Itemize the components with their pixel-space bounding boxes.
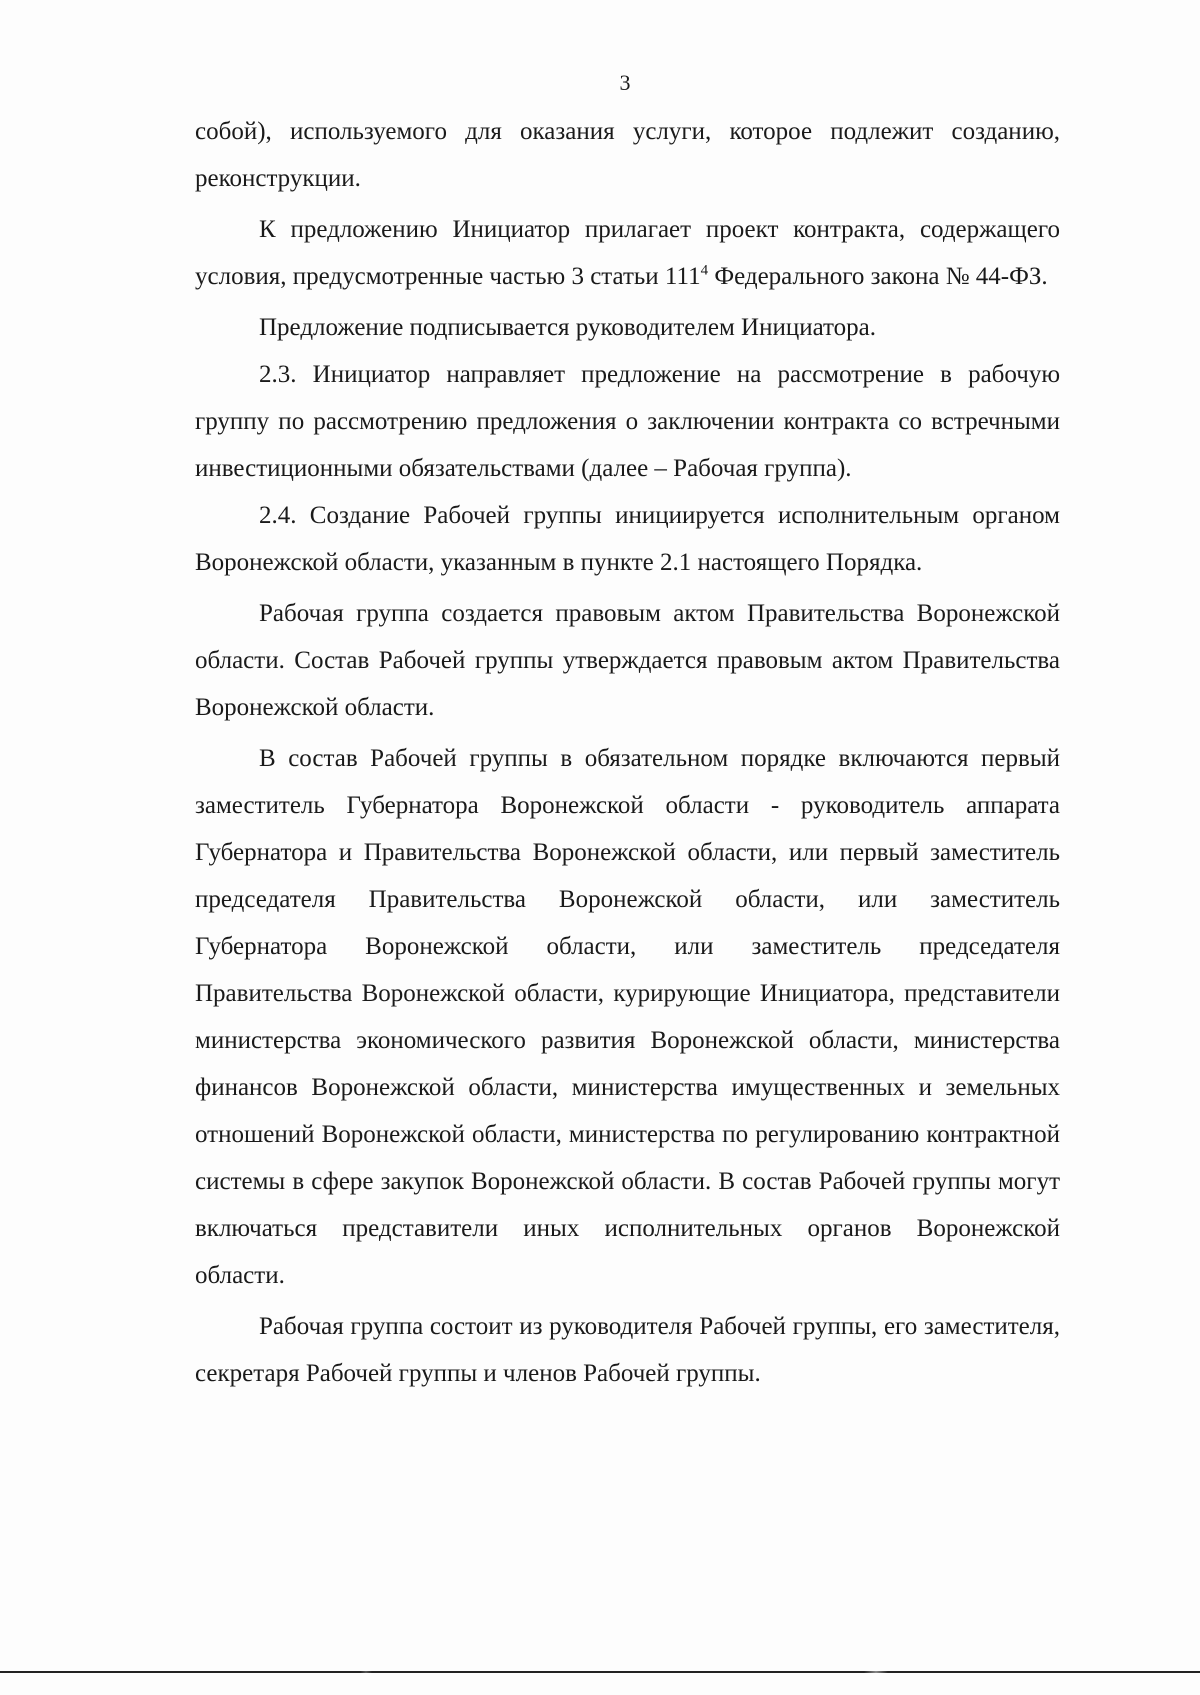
paragraph-working-group-composition	[195, 735, 1060, 1299]
scan-bottom-edge	[0, 1671, 1200, 1673]
paragraph-text: собой), используемого для оказания услуги, которое подлежит созданию, реконструкции.	[195, 118, 1060, 192]
paragraph-text: 2.4. Создание Рабочей группы инициируется исполнительным органом Воронежской области, указанным в пункте 2.1 настоящего Порядка.	[195, 502, 1060, 576]
paragraph-2-3	[195, 351, 1060, 492]
paragraph-continuation	[195, 108, 1060, 202]
body-text	[195, 108, 1060, 1397]
paragraph-working-group-members	[195, 1303, 1060, 1397]
paragraph-text: Рабочая группа состоит из руководителя Рабочей группы, его заместителя, секретаря Рабочей группы и членов Рабочей группы.	[195, 1313, 1060, 1387]
paragraph-signature	[195, 304, 1060, 351]
paragraph-text: 2.3. Инициатор направляет предложение на рассмотрение в рабочую группу по рассмотрению предложения о заключении контракта со встречными инвестиционными обязательствами (далее – Рабочая группа).	[195, 361, 1060, 482]
paragraph-contract-draft	[195, 206, 1060, 300]
paragraph-text-tail: Федерального закона № 44-ФЗ.	[708, 263, 1048, 290]
page-number: 3	[619, 70, 631, 95]
paragraph-text: В состав Рабочей группы в обязательном порядке включаются первый заместитель Губернатора Воронежской области - руководитель аппарата Губернатора и Правительства Воронежской области, или первый заместитель председателя Правительства Воронежской области, или заместитель Губернатора Воронежской области, или заместитель председателя Правительства Воронежской области, курирующие Инициатора, представители министерства экономического развития Воронежской области, министерства финансов Воронежской области, министерства имущественных и земельных отношений Воронежской области, министерства по регулированию контрактной системы в сфере закупок Воронежской области. В состав Рабочей группы могут включаться представители иных исполнительных органов Воронежской области.	[195, 745, 1060, 1289]
paragraph-working-group-creation	[195, 590, 1060, 731]
paragraph-text: Предложение подписывается руководителем Инициатора.	[259, 314, 876, 341]
paragraph-2-4	[195, 492, 1060, 586]
paragraph-text: Рабочая группа создается правовым актом Правительства Воронежской области. Состав Рабочей группы утверждается правовым актом Правительства Воронежской области.	[195, 600, 1060, 721]
paragraph-text: К предложению Инициатор прилагает проект контракта, содержащего условия, предусмотренные частью 3 статьи 111	[195, 216, 1060, 290]
superscript-article-number: 4	[700, 262, 709, 279]
